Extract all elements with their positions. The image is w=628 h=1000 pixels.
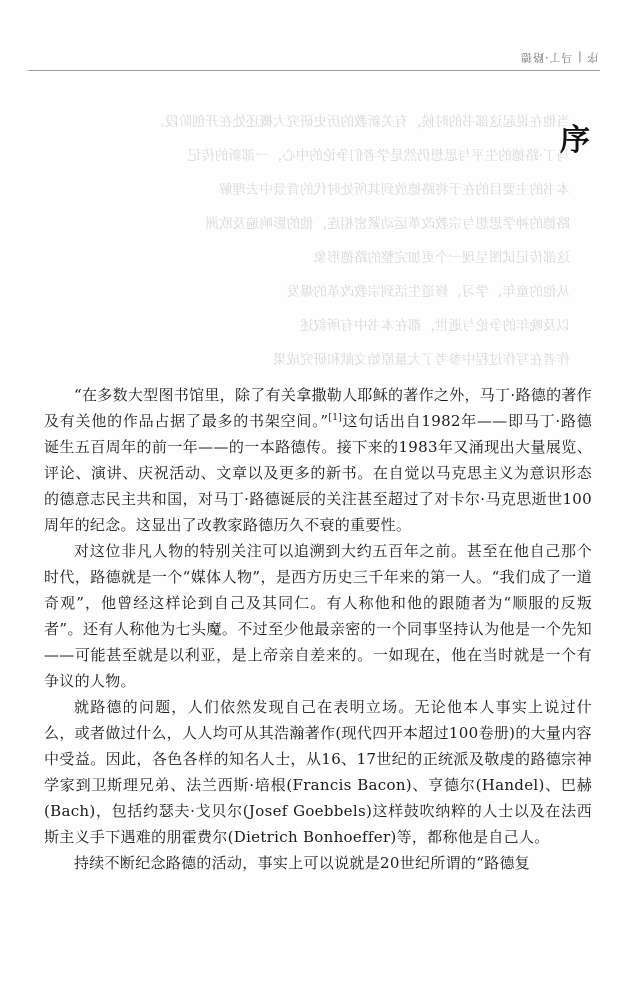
paragraph-3: 就路德的问题，人们依然发现自己在表明立场。无论他本人事实上说过什么，或者做过什么，人人均可从其浩瀚著作(现代四开本超过100卷册)的大量内容中受益。因此，各色各样的知名人士，从16、17世纪的正统派及敬虔的路德宗神学家到卫斯理兄弟、法兰西斯·培根(Francis Bacon)、亨德尔(Handel)、巴赫(Bach)，包括约瑟夫·戈贝尔(Josef Goebbels)这样鼓吹纳粹的人士以及在法西斯主义手下遇难的朋霍费尔(Dietrich Bonhoeffer)等，都称他是自己人。 bbox=[44, 698, 592, 846]
bleed-line: 路德的神学思想与宗教改革运动紧密相连，他的影响遍及欧洲 bbox=[205, 216, 570, 232]
paragraph-1 bbox=[44, 382, 592, 538]
bleed-line: 当他在说起这部书的时候，有关新教的历史研究大概还处在开创阶段。 bbox=[151, 114, 570, 130]
footnote-marker[interactable]: [1] bbox=[328, 413, 343, 423]
bleed-through-text bbox=[50, 105, 570, 377]
running-header: 序 | 马丁·路德 bbox=[519, 51, 598, 64]
bleed-line: 本书的主要目的在于将路德放到其所处时代的背景中去理解 bbox=[219, 182, 570, 198]
bleed-line: 以及晚年的争论与逝世，都在本书中有所叙述 bbox=[300, 318, 570, 334]
paragraph-1-quote: “在多数大型图书馆里，除了有关拿撒勒人耶稣的著作之外，马丁·路德的著作及有关他的作品占据了最多的书架空间。” bbox=[44, 386, 592, 430]
paragraph-4: 持续不断纪念路德的活动，事实上可以说就是20世纪所谓的“路德复 bbox=[74, 854, 531, 872]
header-rule bbox=[28, 70, 600, 71]
bleed-line: 这部传记试图呈现一个更加完整的路德形象 bbox=[313, 250, 570, 266]
paragraph-2: 对这位非凡人物的特别关注可以追溯到大约五百年之前。甚至在他自己那个时代，路德就是一个“媒体人物”，是西方历史三千年来的第一人。“我们成了一道奇观”，他曾经这样论到自己及其同仁。有人称他和他的跟随者为“顺服的反叛者”。还有人称他为七头魔。不过至少他最亲密的一个同事坚持认为他是一个先知——可能甚至就是以利亚，是上帝亲自差来的。一如现在，他在当时就是一个有争议的人物。 bbox=[44, 542, 592, 690]
bleed-line: 作者在写作过程中参考了大量原始文献和研究成果 bbox=[273, 352, 570, 368]
bleed-line: 从他的童年、学习、修道生活到宗教改革的爆发 bbox=[286, 284, 570, 300]
paragraph-1-rest: 这句话出自1982年——即马丁·路德诞生五百周年的前一年——的一本路德传。接下来的1983年又涌现出大量展览、评论、演讲、庆祝活动、文章以及更多的新书。在自觉以马克思主义为意识形态的德意志民主共和国，对马丁·路德诞辰的关注甚至超过了对卡尔·马克思逝世100周年的纪念。这显出了改教家路德历久不衰的重要性。 bbox=[44, 412, 593, 534]
chapter-title: 序 bbox=[560, 123, 590, 158]
body-text bbox=[44, 382, 592, 876]
bleed-line: 马丁·路德的生平与思想仍然是学者们争论的中心，一部新的传记 bbox=[187, 148, 570, 164]
